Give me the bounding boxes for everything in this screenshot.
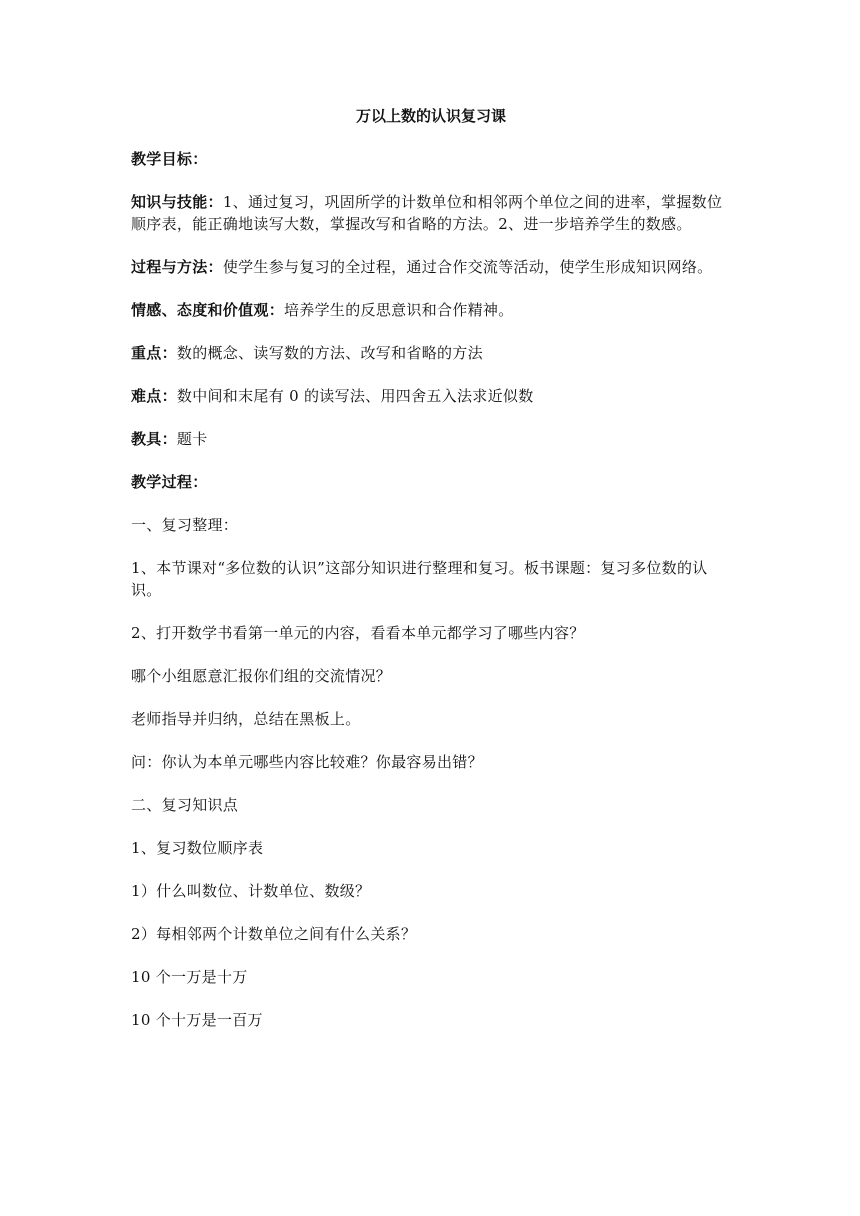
document-title: 万以上数的认识复习课 [355,107,506,125]
section-heading-knowledge: 二、复习知识点 [131,796,239,814]
skills-label: 知识与技能： [131,193,223,211]
process-label: 过程与方法： [131,258,223,276]
body-paragraph: 老师指导并归纳，总结在黑板上。 [131,710,361,728]
attitude-label: 情感、态度和价值观： [131,301,285,319]
body-paragraph: 10 个一万是十万 [131,968,248,986]
body-paragraph: 问：你认为本单元哪些内容比较难？你最容易出错？ [131,753,483,771]
process-text: 使学生参与复习的全过程，通过合作交流等活动，使学生形成知识网络。 [222,258,713,276]
teaching-aids-paragraph [131,428,731,450]
objectives-heading: 教学目标： [131,150,208,168]
key-points-text: 数的概念、读写数的方法、改写和省略的方法 [176,344,483,362]
body-paragraph: 2）每相邻两个计数单位之间有什么关系？ [131,925,417,943]
attitude-paragraph [131,299,731,321]
body-paragraph: 10 个十万是一百万 [131,1011,263,1029]
key-points-paragraph [131,342,731,364]
key-points-label: 重点： [131,344,177,362]
teaching-aids-text: 题卡 [176,430,208,448]
difficulties-label: 难点： [131,387,177,405]
difficulties-paragraph [131,385,731,407]
difficulties-text: 数中间和末尾有 0 的读写法、用四舍五入法求近似数 [176,387,534,405]
skills-paragraph [131,191,731,235]
skills-text: 1、通过复习，巩固所学的计数单位和相邻两个单位之间的进率，掌握数位顺序表，能正确地读写大数，掌握改写和省略的方法。2、进一步培养学生的数感。 [131,193,723,233]
body-paragraph: 2、打开数学书看第一单元的内容，看看本单元都学习了哪些内容？ [131,624,585,642]
document-body [131,104,731,1052]
body-paragraph: 1）什么叫数位、计数单位、数级？ [131,882,371,900]
process-paragraph [131,256,731,278]
body-paragraph: 1、复习数位顺序表 [131,839,264,857]
process-heading: 教学过程： [131,473,208,491]
teaching-aids-label: 教具： [131,430,177,448]
attitude-text: 培养学生的反思意识和合作精神。 [284,301,514,319]
body-paragraph: 哪个小组愿意汇报你们组的交流情况？ [131,667,392,685]
section-heading-review: 一、复习整理： [131,516,239,534]
body-paragraph: 1、本节课对“多位数的认识”这部分知识进行整理和复习。板书课题：复习多位数的认识。 [131,559,708,599]
